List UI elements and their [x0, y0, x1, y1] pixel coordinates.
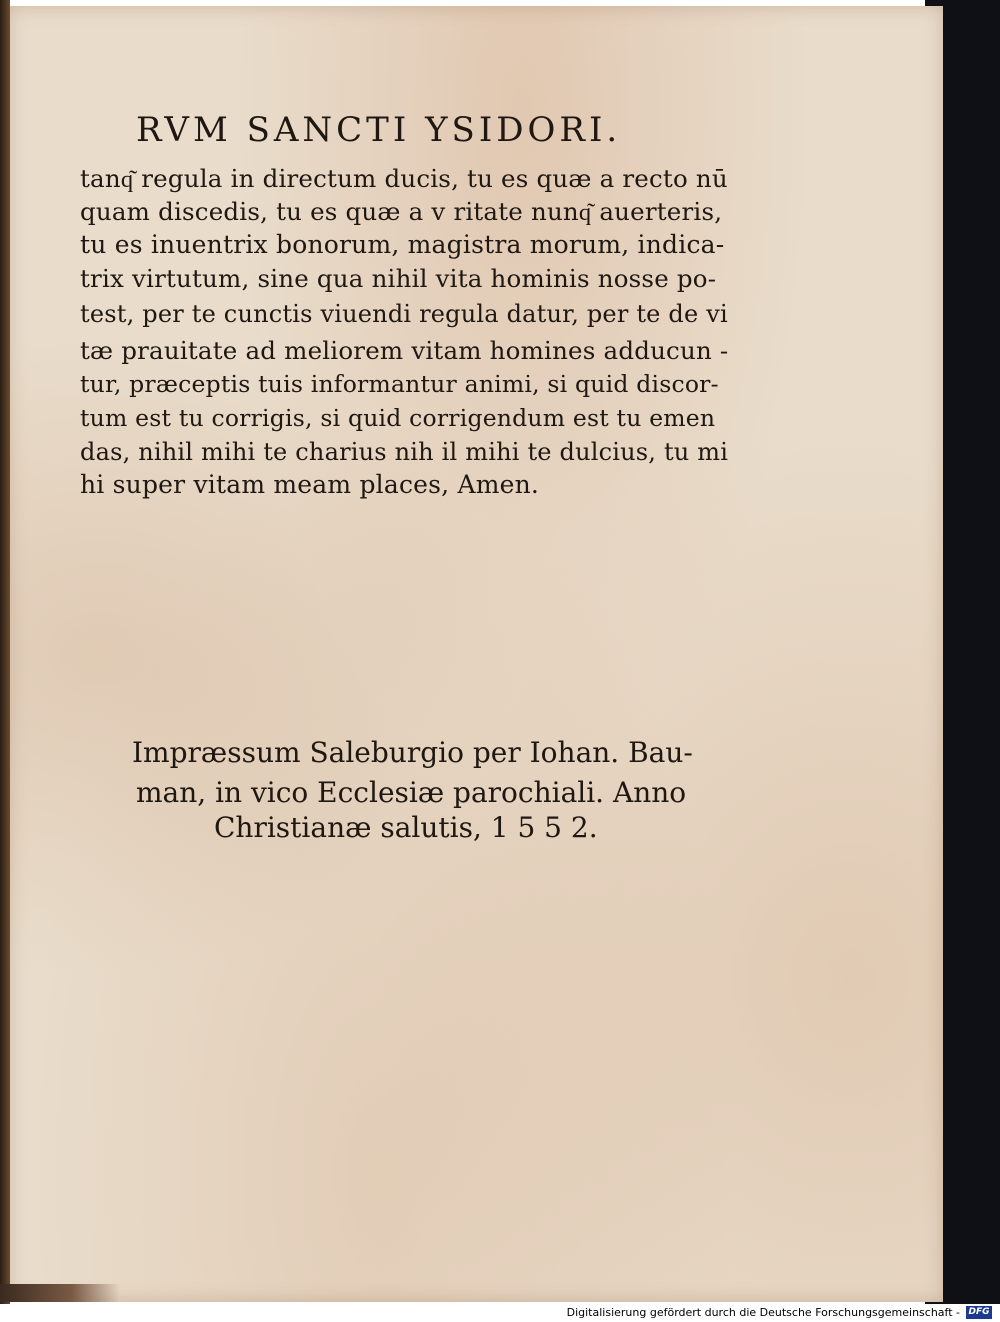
- binding-edge: [0, 0, 10, 1304]
- body-line: tæ prauitate ad meliorem vitam homines adducun -: [80, 336, 729, 365]
- body-line: tanq͂ regula in directum ducis, tu es quæ a recto nū: [80, 164, 728, 193]
- body-line: quam discedis, tu es quæ a v ritate nunq͂ auerteris,: [80, 197, 723, 226]
- colophon-line: Impræssum Saleburgio per Iohan. Bau-: [132, 736, 693, 769]
- book-page: [8, 6, 943, 1302]
- body-line: tur, præceptis tuis informantur animi, si quid discor-: [80, 370, 719, 398]
- body-line: test, per te cunctis viuendi regula datur, per te de vi: [80, 300, 728, 328]
- body-line: hi super vitam meam places, Amen.: [80, 470, 540, 499]
- body-line: tum est tu corrigis, si quid corrigendum est tu emen: [80, 404, 716, 432]
- body-line: tu es inuentrix bonorum, magistra morum, indica-: [80, 230, 725, 259]
- body-line: das, nihil mihi te charius nih il mihi te dulcius, tu mi: [80, 438, 729, 466]
- colophon-line: man, in vico Ecclesiæ parochiali. Anno: [136, 776, 687, 809]
- dfg-logo-icon: DFG: [966, 1306, 992, 1319]
- running-head: RVM SANCTI YSIDORI.: [136, 110, 622, 150]
- page-bottom-edge: [0, 1284, 120, 1302]
- colophon-line: Christianæ salutis, 1 5 5 2.: [214, 811, 598, 844]
- funding-credit: Digitalisierung gefördert durch die Deutsche Forschungsgemeinschaft -: [566, 1306, 960, 1319]
- body-line: trix virtutum, sine qua nihil vita hominis nosse po-: [80, 264, 717, 293]
